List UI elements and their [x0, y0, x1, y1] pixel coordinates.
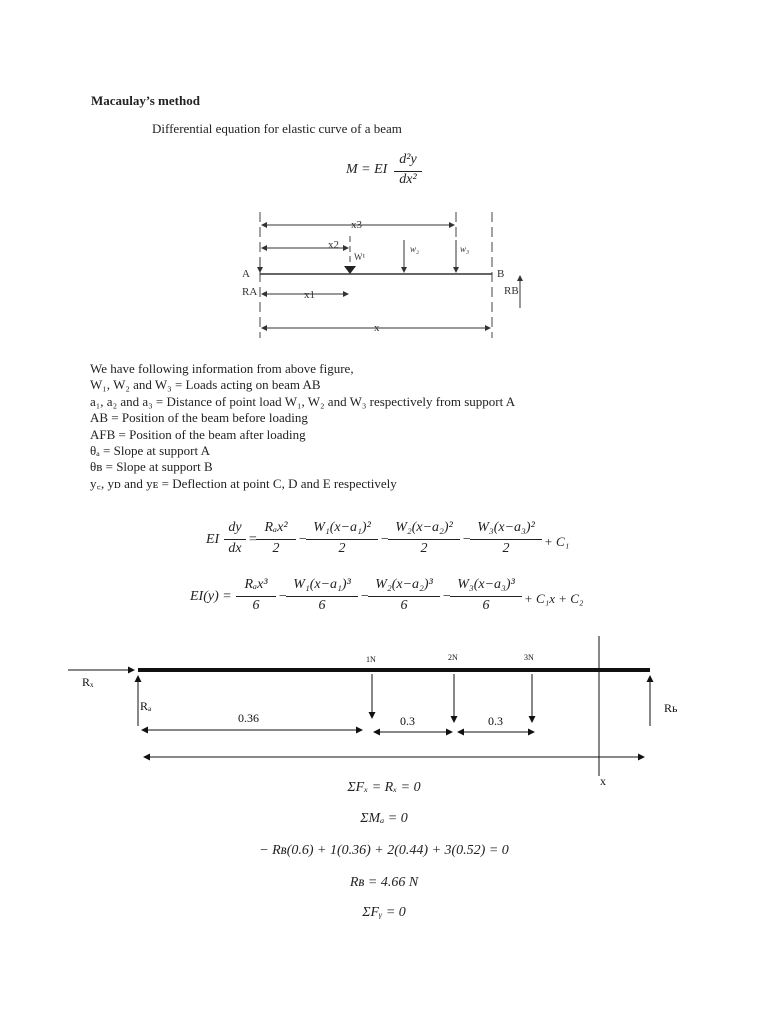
x3-label: x3: [351, 219, 362, 231]
moment-equation: [346, 152, 436, 192]
info-line: y꜀, yᴅ and yᴇ = Deflection at point C, D and E respectively: [90, 475, 397, 491]
fraction-bar: [256, 539, 296, 540]
dim-3-label: 0.3: [488, 714, 503, 728]
info-line: θʙ = Slope at support B: [90, 459, 213, 475]
deflection-term2-den: 6: [318, 598, 326, 613]
load-2-label: 2N: [448, 653, 458, 662]
fraction-bar: [368, 596, 440, 597]
slope-term4-num: W₃(x−a₃)²: [477, 520, 535, 535]
info-list: [90, 361, 515, 492]
beam-figure-1: [238, 208, 528, 348]
equation-sum-fy: ΣFᵧ = 0: [362, 905, 406, 920]
ra-label: Rₐ: [140, 699, 152, 713]
info-line: a₁, a₂ and a₃ = Distance of point load W₁, W₂ and W₃ respectively from support A: [90, 393, 516, 409]
fraction-bar: [224, 539, 246, 540]
slope-term3-den: 2: [420, 541, 428, 556]
fraction-bar: [306, 539, 378, 540]
equation-rb: Rʙ = 4.66 N: [349, 875, 419, 890]
w1-label: W¹: [354, 252, 366, 262]
beam-figure-2: [60, 630, 740, 790]
load-3-label: 3N: [524, 653, 534, 662]
fraction-bar: [286, 596, 358, 597]
slope-lhs: EI: [206, 532, 220, 547]
deflection-term2-num: W₁(x−a₁)³: [293, 577, 351, 592]
x-label: x: [600, 774, 606, 788]
x1-label: x1: [304, 289, 315, 301]
moment-numerator: d²y: [399, 152, 417, 167]
slope-term2-num: W₁(x−a₁)²: [313, 520, 371, 535]
slope-equation: [206, 518, 576, 560]
equation-sum-fx: ΣFₓ = Rₓ = 0: [347, 780, 421, 795]
minus-sign: −: [278, 589, 288, 604]
equation-sum-ma: ΣMₐ = 0: [360, 811, 408, 826]
deflection-term1-num: Rₐx³: [244, 577, 268, 592]
x-label: x: [374, 322, 380, 334]
deflection-term3-den: 6: [400, 598, 408, 613]
rb-label: RB: [504, 285, 519, 297]
info-line: We have following information from above figure,: [90, 361, 354, 376]
minus-sign: −: [360, 589, 370, 604]
rb-label: Rь: [664, 701, 678, 715]
deflection-equation: [190, 575, 590, 617]
slope-term2-den: 2: [338, 541, 346, 556]
slope-lhs-num: dy: [228, 520, 242, 535]
support-b-label: B: [497, 268, 505, 280]
slope-term3-num: W₂(x−a₂)²: [395, 520, 453, 535]
dim-1-label: 0.36: [238, 711, 259, 725]
x2-label: x2: [328, 239, 339, 251]
deflection-term3-num: W₂(x−a₂)³: [375, 577, 433, 592]
minus-sign: −: [442, 589, 452, 604]
support-a-label: A: [242, 268, 250, 280]
info-line: θₐ = Slope at support A: [90, 443, 211, 459]
ra-label: RA: [242, 286, 258, 298]
deflection-lhs: EI(y) =: [190, 589, 232, 604]
slope-constant: + C₁: [544, 534, 570, 549]
load-1-label: 1N: [366, 655, 376, 664]
moment-denominator: dx²: [399, 172, 417, 187]
moment-lhs: M = EI: [346, 162, 388, 177]
rx-label: Rₓ: [82, 675, 94, 689]
minus-sign: −: [298, 532, 308, 547]
slope-term4-den: 2: [502, 541, 510, 556]
dim-2-label: 0.3: [400, 714, 415, 728]
w2-label: w₂: [410, 244, 420, 254]
deflection-term1-den: 6: [252, 598, 260, 613]
info-line: AB = Position of the beam before loading: [90, 410, 308, 426]
minus-sign: −: [380, 532, 390, 547]
deflection-term4-num: W₃(x−a₃)³: [457, 577, 515, 592]
fraction-bar: [388, 539, 460, 540]
intro-text: Differential equation for elastic curve of a beam: [152, 121, 402, 136]
fraction-bar: [236, 596, 276, 597]
equation-moment: − Rʙ(0.6) + 1(0.36) + 2(0.44) + 3(0.52) = 0: [259, 843, 509, 858]
info-line: AFB = Position of the beam after loading: [90, 426, 306, 442]
slope-lhs-den: dx: [228, 541, 242, 556]
deflection-constant: + C₁x + C₂: [524, 591, 584, 606]
w3-label: w₃: [460, 244, 470, 254]
deflection-term4-den: 6: [482, 598, 490, 613]
slope-term1-den: 2: [272, 541, 280, 556]
fraction-bar: [470, 539, 542, 540]
page-title: Macaulay’s method: [91, 93, 200, 108]
equals-sign: =: [248, 532, 258, 547]
slope-term1-num: Rₐx²: [264, 520, 288, 535]
info-line: W₁, W₂ and W₃ = Loads acting on beam AB: [90, 377, 321, 393]
fraction-bar: [450, 596, 522, 597]
w1-load-marker: [344, 266, 356, 274]
minus-sign: −: [462, 532, 472, 547]
